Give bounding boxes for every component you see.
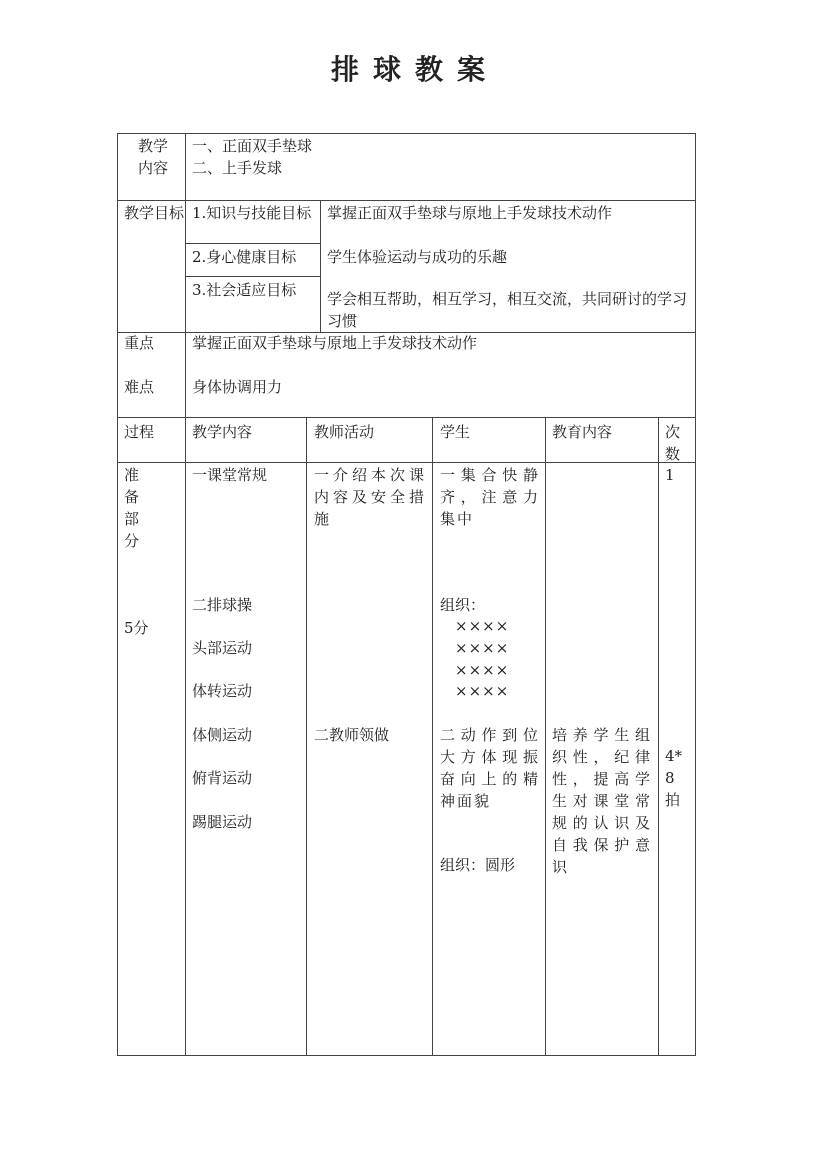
difficulty-text: 身体协调用力 [192,378,283,396]
formation-row: ×××× [455,682,510,700]
content-item: 二、上手发球 [192,159,283,177]
formation-label: 组织： [440,596,486,614]
goal-text: 学生体验运动与成功的乐趣 [327,248,508,266]
header-process: 过程 [124,423,155,441]
difficulty-label: 难点 [124,378,155,396]
header-student: 学生 [440,423,471,441]
student-activity: 一集合快静齐，注意力集中 [440,466,540,528]
formation-label: 组织：圆形 [440,856,516,874]
content-step: 体侧运动 [192,726,253,744]
count: 1 [665,466,675,484]
formation-row: ×××× [455,639,510,657]
page-title: 排球教案 [330,53,499,86]
goals-label: 教学目标 [124,204,185,222]
formation-row: ×××× [455,661,510,679]
teacher-activity: 二教师领做 [314,726,390,744]
goal-name: 3.社会适应目标 [192,281,297,299]
header-education: 教育内容 [552,423,613,441]
goal-text: 掌握正面双手垫球与原地上手发球技术动作 [327,204,613,222]
formation-row: ×××× [455,617,510,635]
content-step: 头部运动 [192,639,253,657]
key-point-text: 掌握正面双手垫球与原地上手发球技术动作 [192,334,478,352]
content-step: 踢腿运动 [192,813,253,831]
content-step: 体转运动 [192,682,253,700]
count: 4* 8 拍 [665,747,683,809]
header-teacher: 教师活动 [314,423,375,441]
goal-name: 2.身心健康目标 [192,248,297,266]
goal-text: 学会相互帮助，相互学习，相互交流，共同研讨的学习习惯 [327,290,688,330]
content-label: 教学内容 [138,137,169,177]
content-step: 二排球操 [192,596,253,614]
teacher-activity: 一介绍本次课内容及安全措施 [314,466,426,528]
content-item: 一、正面双手垫球 [192,137,313,155]
header-content: 教学内容 [192,423,253,441]
content-step: 一课堂常规 [192,466,268,484]
student-activity: 二动作到位大方体现振奋向上的精神面貌 [440,726,540,810]
education-content: 培养学生组织性，纪律性，提高学生对课堂常规的认识及自我保护意识 [552,726,652,876]
stage-label: 准 备 部 分 [124,466,140,550]
content-step: 俯背运动 [192,769,253,787]
goal-name: 1.知识与技能目标 [192,204,312,222]
header-count: 次数 [665,423,681,463]
stage-time: 5分 [124,619,149,637]
key-point-label: 重点 [124,334,155,352]
